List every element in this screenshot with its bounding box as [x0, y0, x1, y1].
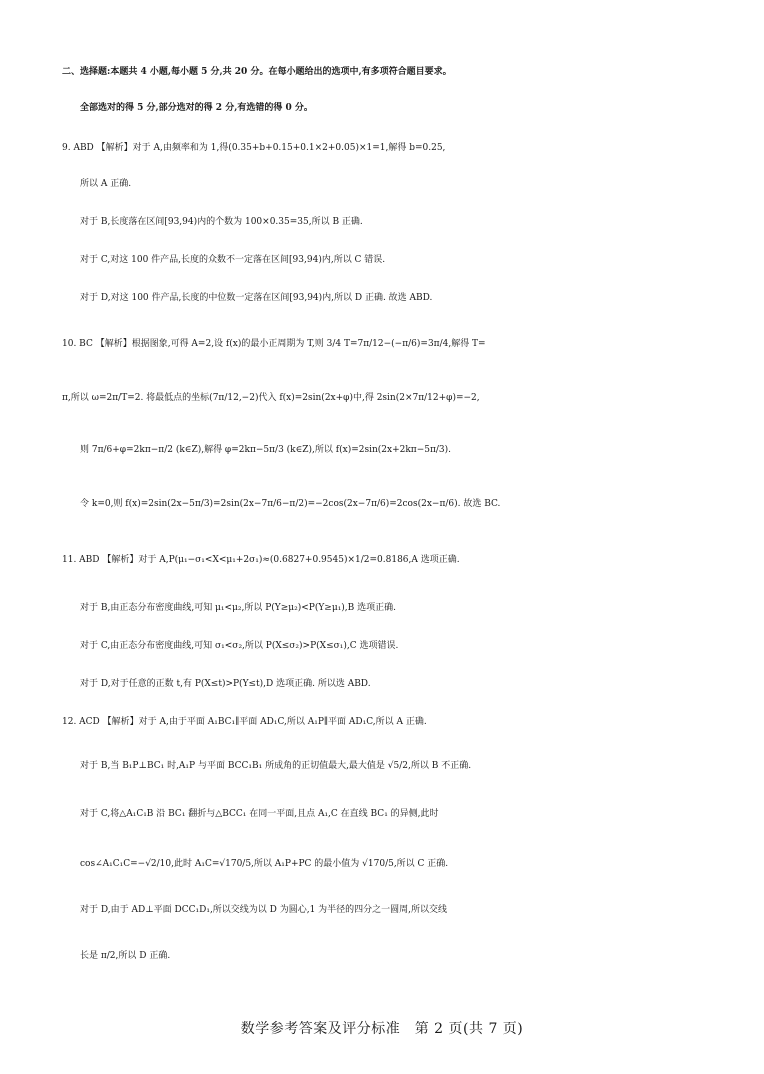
- q9-line-1: 9. ABD 【解析】对于 A,由频率和为 1,得(0.35+b+0.15+0.1×2+0.05)×1=1,解得 b=0.25,: [62, 143, 446, 153]
- q12-line-4: cos∠A₁C₁C=−√2/10,此时 A₁C=√170/5,所以 A₁P+PC 的最小值为 √170/5,所以 C 正确.: [80, 859, 449, 869]
- q10-line-2: π,所以 ω=2π/T=2. 将最低点的坐标(7π/12,−2)代入 f(x)=2sin(2x+φ)中,得 2sin(2×7π/12+φ)=−2,: [62, 393, 480, 403]
- q12-line-1: 12. ACD 【解析】对于 A,由于平面 A₁BC₁∥平面 AD₁C,所以 A₁P∥平面 AD₁C,所以 A 正确.: [62, 717, 427, 727]
- q10-line-1: 10. BC 【解析】根据图象,可得 A=2,设 f(x)的最小正周期为 T,则 3/4 T=7π/12−(−π/6)=3π/4,解得 T=: [62, 339, 486, 349]
- q9-line-2: 所以 A 正确.: [80, 179, 132, 189]
- q12-line-6: 长是 π/2,所以 D 正确.: [80, 951, 171, 961]
- q9-line-3: 对于 B,长度落在区间[93,94)内的个数为 100×0.35=35,所以 B 正确.: [80, 217, 363, 227]
- q11-line-3: 对于 C,由正态分布密度曲线,可知 σ₁<σ₂,所以 P(X≤σ₂)>P(X≤σ₁),C 选项错误.: [80, 641, 399, 651]
- q12-line-5: 对于 D,由于 AD⊥平面 DCC₁D₁,所以交线为以 D 为圆心,1 为半径的四分之一圆周,所以交线: [80, 905, 448, 915]
- q10-line-4: 令 k=0,则 f(x)=2sin(2x−5π/3)=2sin(2x−7π/6−π/2)=−2cos(2x−7π/6)=2cos(2x−π/6). 故选 BC.: [80, 499, 501, 509]
- q11-line-4: 对于 D,对于任意的正数 t,有 P(X≤t)>P(Y≤t),D 选项正确. 所以选 ABD.: [80, 679, 371, 689]
- q12-line-2: 对于 B,当 B₁P⊥BC₁ 时,A₁P 与平面 BCC₁B₁ 所成角的正切值最大,最大值是 √5/2,所以 B 不正确.: [80, 761, 472, 771]
- page-footer: 数学参考答案及评分标准 第 2 页(共 7 页): [240, 1021, 524, 1037]
- q10-line-3: 则 7π/6+φ=2kπ−π/2 (k∈Z),解得 φ=2kπ−5π/3 (k∈Z),所以 f(x)=2sin(2x+2kπ−5π/3).: [80, 445, 452, 455]
- q9-line-4: 对于 C,对这 100 件产品,长度的众数不一定落在区间[93,94)内,所以 C 错误.: [80, 255, 386, 265]
- section-heading: 二、选择题:本题共 4 小题,每小题 5 分,共 20 分。在每小题给出的选项中,有多项符合题目要求。: [62, 67, 452, 77]
- section-heading-cont: 全部选对的得 5 分,部分选对的得 2 分,有选错的得 0 分。: [80, 103, 313, 113]
- q11-line-1: 11. ABD 【解析】对于 A,P(μ₁−σ₁<X<μ₁+2σ₁)≈(0.6827+0.9545)×1/2=0.8186,A 选项正确.: [62, 555, 460, 565]
- q12-line-3: 对于 C,将△A₁C₁B 沿 BC₁ 翻折与△BCC₁ 在同一平面,且点 A₁,C 在直线 BC₁ 的异侧,此时: [80, 809, 439, 819]
- q11-line-2: 对于 B,由正态分布密度曲线,可知 μ₁<μ₂,所以 P(Y≥μ₂)<P(Y≥μ₁),B 选项正确.: [80, 603, 397, 613]
- q9-line-5: 对于 D,对这 100 件产品,长度的中位数一定落在区间[93,94)内,所以 D 正确. 故选 ABD.: [80, 293, 433, 303]
